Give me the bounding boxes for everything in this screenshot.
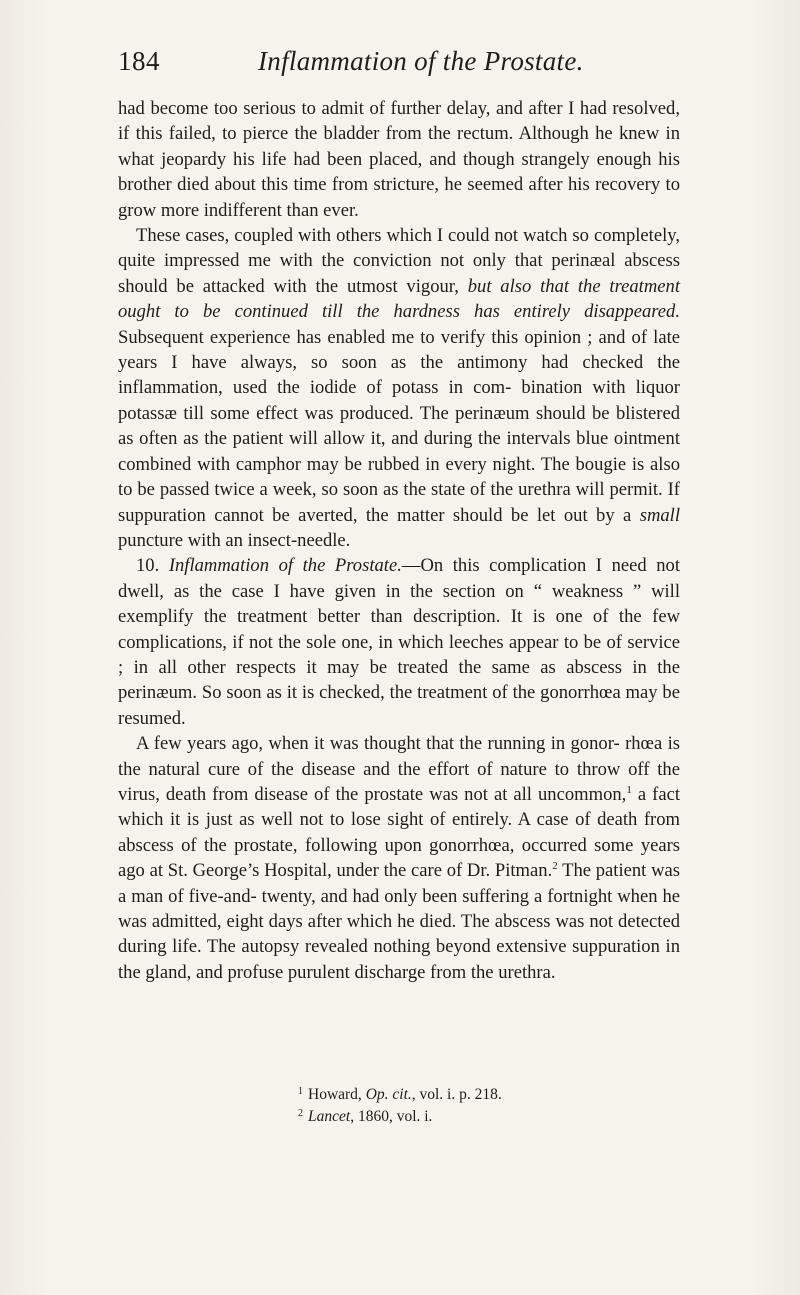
footnote-2-mark: 2 bbox=[298, 1108, 303, 1119]
paragraph-3 bbox=[118, 553, 680, 731]
paragraph-2-emphasis: but also that the treatment ought to be continued till the hardness has entirely disappeared. bbox=[118, 275, 680, 323]
footnote-2 bbox=[298, 1104, 678, 1126]
paragraph-2-text-b: Subsequent experience has enabled me to verify this opinion ; and of late years I have always, so soon as the antimony had checked the inflammation, used the iodide of potass in com- bination with liquor potassæ till some effect was produced. The perinæum should be blistered as often as the patient will allow it, and during the intervals blue ointment combined with camphor may be rubbed in every night. The bougie is also to be passed twice a week, so soon as the state of the urethra will permit. If suppuration cannot be averted, the matter should be let out by a bbox=[118, 326, 680, 526]
paragraph-2 bbox=[118, 223, 680, 553]
body-text bbox=[118, 96, 680, 985]
footnote-2-work: Lancet bbox=[308, 1108, 351, 1125]
paragraph-4-text-a: A few years ago, when it was thought that the running in gonor- rhœa is the natural cure of the disease and the effort of nature to throw off the virus, death from disease of the prostate was not at all uncommon, bbox=[118, 733, 680, 805]
paragraph-1 bbox=[118, 96, 680, 223]
paragraph-2-text-c: puncture with an insect-needle. bbox=[118, 529, 351, 551]
paragraph-1-text: had become too serious to admit of further delay, and after I had resolved, if this failed, to pierce the bladder from the rectum. Although he knew in what jeopardy his life had been placed, and though strangely enough his brother died about this time from stricture, he seemed after his recovery to grow more indifferent than ever. bbox=[118, 98, 680, 221]
paragraph-2-text-a: These cases, coupled with others which I could not watch so completely, quite impressed me with the conviction not only that perinæal abscess should be attacked with the utmost vigour, bbox=[118, 225, 680, 297]
footnote-1 bbox=[298, 1082, 678, 1104]
paragraph-3-text: —On this complication I need not dwell, as the case I have given in the section on “ weakness ” will exemplify the treatment better than description. It is one of the few complications, if not the sole one, in which leeches appear to be of service ; in all other respects it may be treated the same as abscess in the perinæum. So soon as it is checked, the treatment of the gonorrhœa may be resumed. bbox=[118, 555, 680, 729]
footnote-2-location: , 1860, vol. i. bbox=[350, 1108, 433, 1125]
section-number: 10. bbox=[136, 555, 169, 577]
page-number: 184 bbox=[118, 46, 160, 76]
paragraph-4-text-b: a fact which it is just as well not to lose sight of entirely. A case of death from abscess of the prostate, following upon gonorrhœa, occurred some years ago at St. George’s Hospital, under the care of Dr. Pitman. bbox=[118, 783, 681, 882]
running-title: Inflammation of the Prostate. bbox=[258, 46, 584, 76]
footnote-1-mark: 1 bbox=[298, 1086, 303, 1097]
footnote-1-author: Howard, bbox=[308, 1086, 366, 1103]
footnote-ref-1: 1 bbox=[626, 783, 632, 796]
footnotes bbox=[298, 1082, 678, 1126]
paragraph-2-small-emphasis: small bbox=[639, 504, 680, 526]
footnote-1-location: , vol. i. p. 218. bbox=[411, 1086, 502, 1103]
footnote-1-work: Op. cit. bbox=[365, 1086, 412, 1103]
paragraph-4-text-c: The patient was a man of five-and- twenty, and had only been suffering a fortnight when he was admitted, eight days after which he died. The abscess was not detected during life. The autopsy revealed nothing beyond extensive suppuration in the gland, and profuse purulent discharge from the urethra. bbox=[118, 860, 680, 983]
section-heading: Inflammation of the Prostate. bbox=[168, 555, 402, 577]
paragraph-4 bbox=[118, 731, 680, 985]
page-header bbox=[118, 46, 678, 86]
footnote-ref-2: 2 bbox=[552, 860, 558, 873]
